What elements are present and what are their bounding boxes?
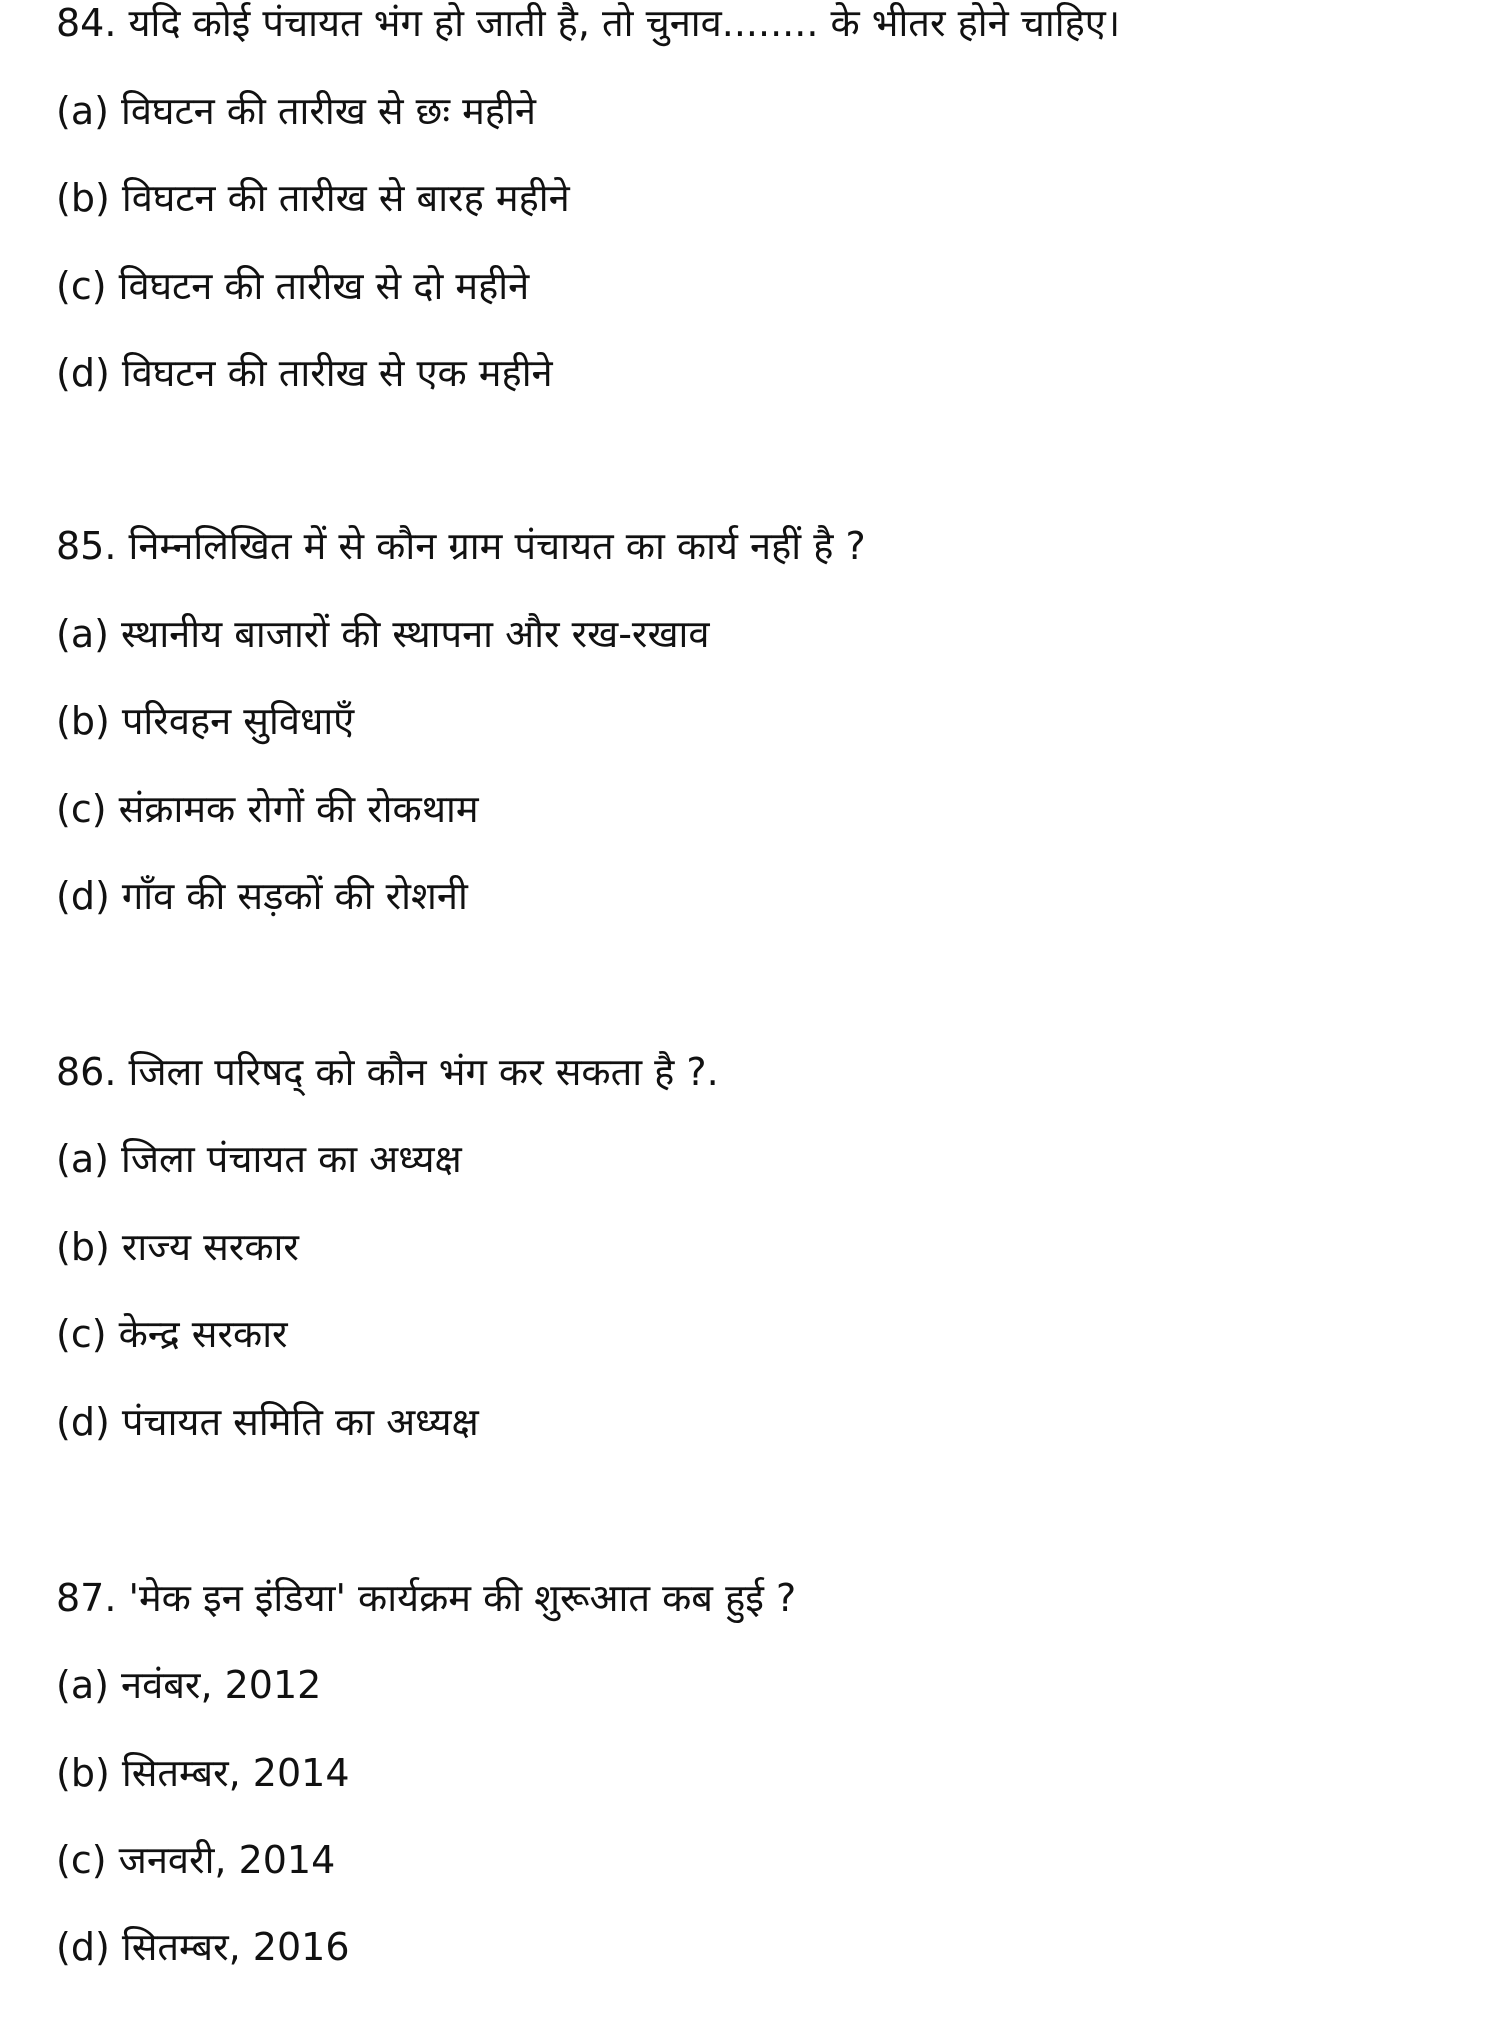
option-b: (b) राज्य सरकार — [56, 1225, 299, 1269]
option-a: (a) विघटन की तारीख से छः महीने — [56, 89, 536, 133]
question-text: 85. निम्नलिखित में से कौन ग्राम पंचायत का कार्य नहीं है ? — [56, 524, 866, 568]
option-a: (a) जिला पंचायत का अध्यक्ष — [56, 1137, 462, 1181]
option-c: (c) केन्द्र सरकार — [56, 1312, 288, 1356]
option-c: (c) विघटन की तारीख से दो महीने — [56, 264, 530, 308]
option-d: (d) पंचायत समिति का अध्यक्ष — [56, 1400, 479, 1444]
option-b: (b) विघटन की तारीख से बारह महीने — [56, 176, 570, 220]
option-a: (a) स्थानीय बाजारों की स्थापना और रख-रखाव — [56, 612, 710, 656]
option-d: (d) विघटन की तारीख से एक महीने — [56, 351, 553, 395]
option-a: (a) नवंबर, 2012 — [56, 1663, 322, 1707]
question-text: 87. 'मेक इन इंडिया' कार्यक्रम की शुरूआत कब हुई ? — [56, 1576, 797, 1620]
option-b: (b) परिवहन सुविधाएँ — [56, 699, 355, 743]
question-text: 84. यदि कोई पंचायत भंग हो जाती है, तो चुनाव........ के भीतर होने चाहिए। — [56, 1, 1121, 45]
option-c: (c) जनवरी, 2014 — [56, 1838, 336, 1882]
option-c: (c) संक्रामक रोगों की रोकथाम — [56, 787, 479, 831]
option-b: (b) सितम्बर, 2014 — [56, 1751, 350, 1795]
question-text: 86. जिला परिषद् को कौन भंग कर सकता है ?. — [56, 1050, 719, 1094]
option-d: (d) गाँव की सड़कों की रोशनी — [56, 874, 468, 918]
option-d: (d) सितम्बर, 2016 — [56, 1925, 350, 1969]
